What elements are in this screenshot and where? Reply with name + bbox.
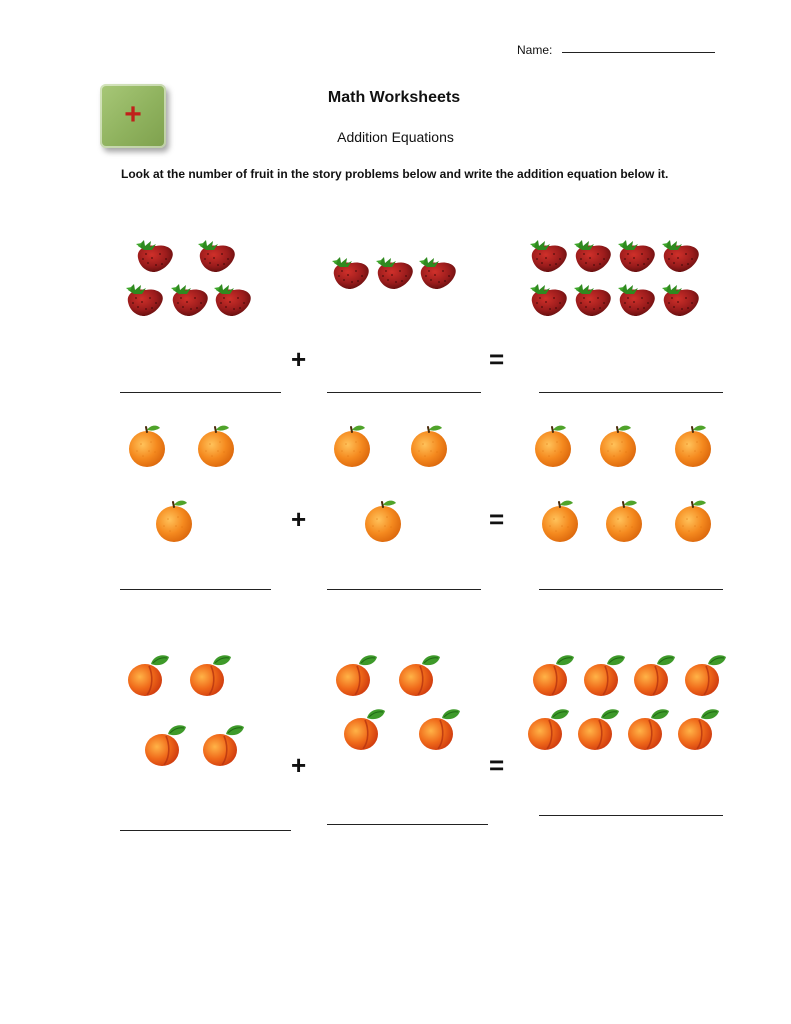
page-title-row (0, 89, 791, 107)
peach-icon (577, 707, 621, 751)
equals-sign: = (489, 504, 505, 534)
strawberry-icon (616, 282, 656, 318)
peach-icon (527, 707, 571, 751)
strawberry-icon (528, 282, 568, 318)
peach-icon (202, 723, 246, 767)
answer-line-3-total[interactable] (539, 815, 723, 816)
peach-icon (583, 653, 627, 697)
page-title: Math Worksheets (327, 89, 461, 106)
orange-icon (196, 424, 236, 468)
peach-icon (343, 707, 387, 751)
equals-sign: = (489, 344, 505, 374)
strawberry-icon (572, 238, 612, 274)
answer-line-2-right[interactable] (327, 589, 481, 590)
strawberry-icon (169, 282, 209, 318)
strawberry-icon (374, 255, 414, 291)
name-answer-line[interactable] (562, 52, 715, 53)
answer-line-3-right[interactable] (327, 824, 488, 825)
strawberry-icon (196, 238, 236, 274)
orange-icon (604, 499, 644, 543)
strawberry-icon (134, 238, 174, 274)
answer-line-2-left[interactable] (120, 589, 271, 590)
instructions-text: Look at the number of fruit in the story problems below and write the addition equation below it. (121, 167, 669, 181)
peach-icon (144, 723, 188, 767)
answer-line-1-left[interactable] (120, 392, 281, 393)
logo-plus-symbol: + (124, 98, 142, 131)
equals-sign: = (489, 750, 505, 780)
plus-sign: + (291, 504, 307, 534)
peach-icon (189, 653, 233, 697)
orange-icon (533, 424, 573, 468)
orange-icon (332, 424, 372, 468)
orange-icon (540, 499, 580, 543)
peach-icon (418, 707, 462, 751)
strawberry-icon (528, 238, 568, 274)
peach-icon (127, 653, 171, 697)
orange-icon (598, 424, 638, 468)
strawberry-icon (417, 255, 457, 291)
strawberry-icon (616, 238, 656, 274)
name-label: Name: (517, 43, 553, 57)
strawberry-icon (572, 282, 612, 318)
peach-icon (627, 707, 671, 751)
strawberry-icon (660, 282, 700, 318)
orange-icon (363, 499, 403, 543)
orange-icon (673, 424, 713, 468)
plus-sign: + (291, 344, 307, 374)
peach-icon (532, 653, 576, 697)
orange-icon (154, 499, 194, 543)
answer-line-2-total[interactable] (539, 589, 723, 590)
strawberry-icon (212, 282, 252, 318)
peach-icon (684, 653, 728, 697)
strawberry-icon (124, 282, 164, 318)
strawberry-icon (330, 255, 370, 291)
orange-icon (673, 499, 713, 543)
answer-line-1-total[interactable] (539, 392, 723, 393)
answer-line-3-left[interactable] (120, 830, 291, 831)
peach-icon (335, 653, 379, 697)
page-subtitle-row (0, 129, 791, 145)
orange-icon (127, 424, 167, 468)
strawberry-icon (660, 238, 700, 274)
peach-icon (633, 653, 677, 697)
page-subtitle: Addition Equations (337, 129, 454, 145)
plus-sign: + (291, 750, 307, 780)
orange-icon (409, 424, 449, 468)
answer-line-1-right[interactable] (327, 392, 481, 393)
peach-icon (677, 707, 721, 751)
peach-icon (398, 653, 442, 697)
